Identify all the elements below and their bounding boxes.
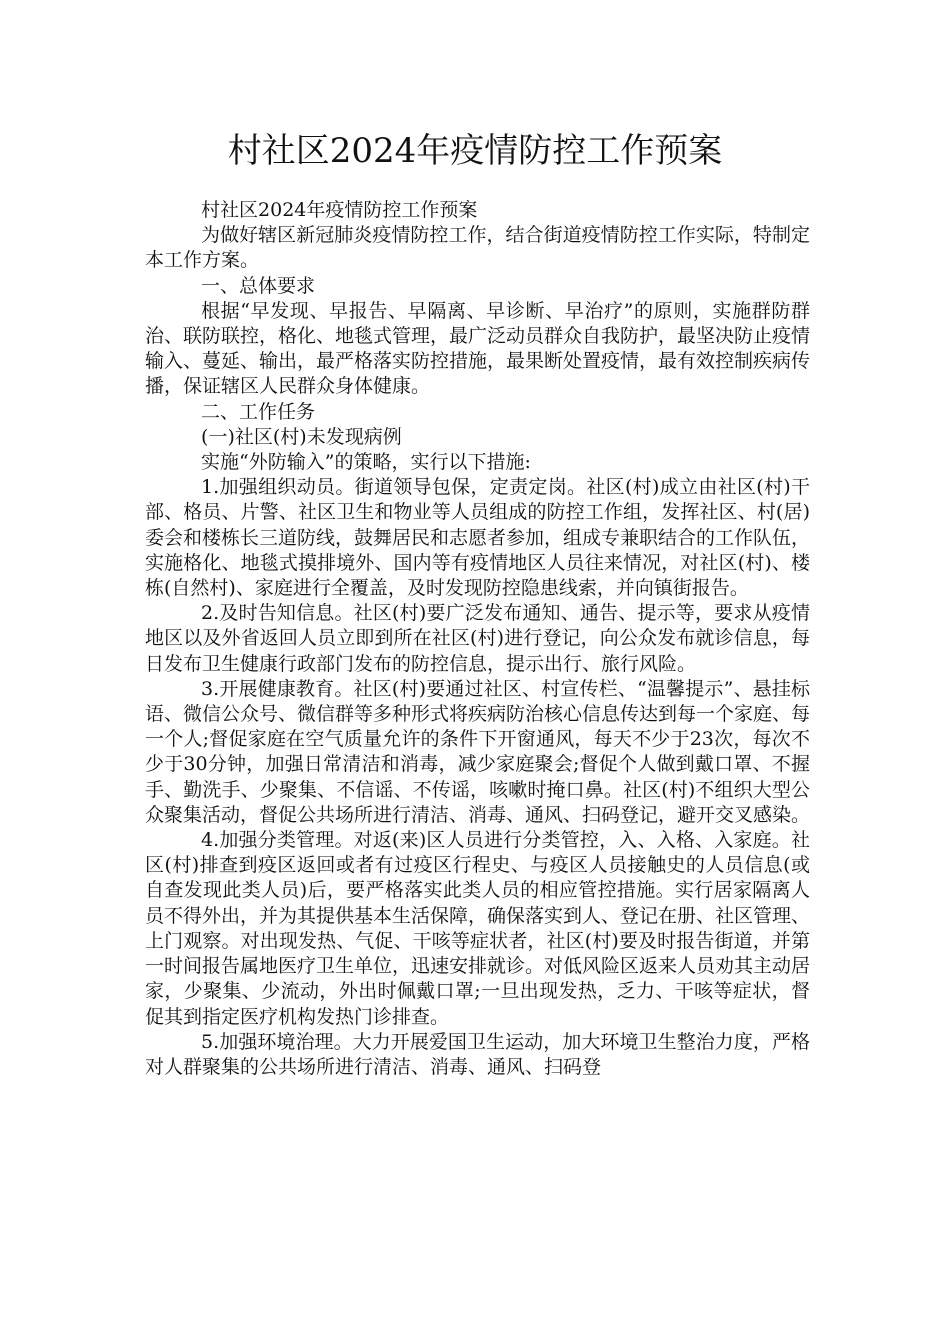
section-heading-work-tasks: 二、工作任务 — [201, 400, 316, 423]
paragraph-strategy: 实施“外防输入”的策略，实行以下措施: — [201, 451, 531, 474]
paragraph-subtitle: 村社区2024年疫情防控工作预案 — [201, 199, 478, 221]
paragraph-item-5: 5.加强环境治理。大力开展爱国卫生运动，加大环境卫生整治力度，严格对人群聚集的公共场所进行清洁、消毒、通风、扫码登 — [145, 1030, 810, 1078]
paragraph-principles: 根据“早发现、早报告、早隔离、早诊断、早治疗”的原则，实施群防群治、联防联控，格化、地毯式管理，最广泛动员群众自我防护，最坚决防止疫情输入、蔓延、输出，最严格落实防控措施，最果断处置疫情，最有效控制疾病传播，保证辖区人民群众身体健康。 — [145, 299, 811, 398]
section-heading-general-requirements: 一、总体要求 — [201, 274, 316, 297]
paragraph-item-3: 3.开展健康教育。社区(村)要通过社区、村宣传栏、“温馨提示”、悬挂标语、微信公众号、微信群等多种形式将疾病防治核心信息传达到每一个家庭、每一个人;督促家庭在空气质量允许的条件下开窗通风，每天不少于23次，每次不少于30分钟，加强日常清洁和消毒，减少家庭聚会;督促个人做到戴口罩、不握手、勤洗手、少聚集、不信谣、不传谣，咳嗽时掩口鼻。社区(村)不组织大型公众聚集活动，督促公共场所进行清洁、消毒、通风、扫码登记，避开交叉感染。 — [145, 677, 811, 826]
paragraph-item-1: 1.加强组织动员。街道领导包保，定责定岗。社区(村)成立由社区(村)干部、格员、片警、社区卫生和物业等人员组成的防控工作组，发挥社区、村(居)委会和楼栋长三道防线，鼓舞居民和志愿者参加，组成专兼职结合的工作队伍，实施格化、地毯式摸排境外、国内等有疫情地区人员往来情况，对社区(村)、楼栋(自然村)、家庭进行全覆盖，及时发现防控隐患线索，并向镇街报告。 — [145, 476, 811, 600]
document-title: 村社区2024年疫情防控工作预案 — [227, 131, 723, 171]
document-body — [145, 198, 810, 1080]
paragraph-item-4: 4.加强分类管理。对返(来)区人员进行分类管控，入、入格、入家庭。社区(村)排查到疫区返回或者有过疫区行程史、与疫区人员接触史的人员信息(或自查发现此类人员)后，要严格落实此类人员的相应管控措施。实行居家隔离人员不得外出，并为其提供基本生活保障，确保落实到人、登记在册、社区管理、上门观察。对出现发热、气促、干咳等症状者，社区(村)要及时报告街道，并第一时间报告属地医疗卫生单位，迅速安排就诊。对低风险区返来人员劝其主动居家，少聚集、少流动，外出时佩戴口罩;一旦出现发热，乏力、干咳等症状，督促其到指定医疗机构发热门诊排查。 — [145, 829, 811, 1028]
paragraph-intro: 为做好辖区新冠肺炎疫情防控工作，结合街道疫情防控工作实际，特制定本工作方案。 — [145, 224, 810, 272]
subsection-heading-no-cases: (一)社区(村)未发现病例 — [201, 425, 402, 448]
paragraph-item-2: 2.及时告知信息。社区(村)要广泛发布通知、通告、提示等，要求从疫情地区以及外省返回人员立即到所在社区(村)进行登记，向公众发布就诊信息，每日发布卫生健康行政部门发布的防控信息，提示出行、旅行风险。 — [145, 602, 810, 675]
